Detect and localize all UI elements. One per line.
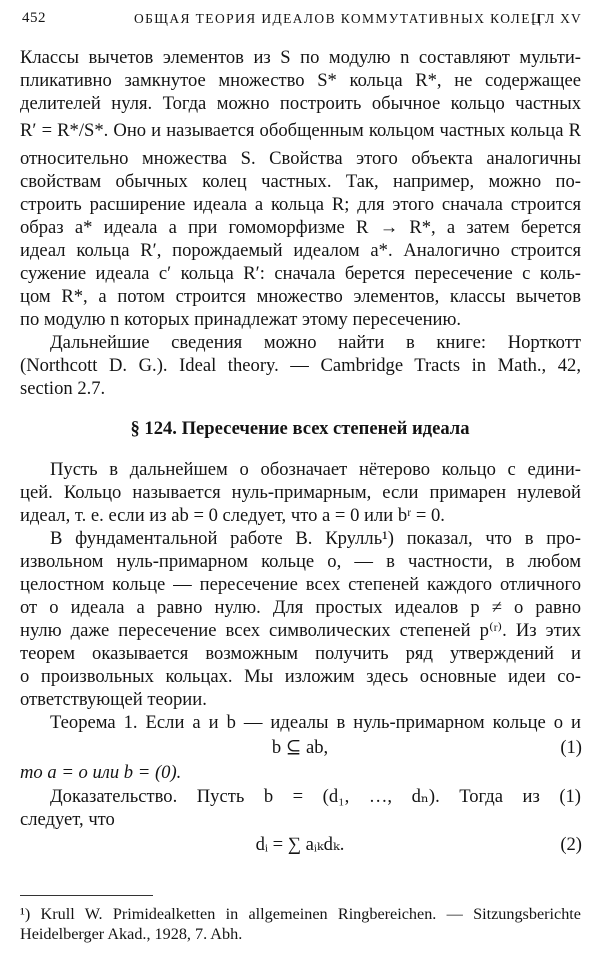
page-number: 452	[22, 10, 46, 26]
text-line: цей. Кольцо называется нуль-примарным, если примарен нулевой	[20, 482, 581, 503]
text-line: (Northcott D. G.). Ideal theory. — Cambridge Tracts in Math., 42,	[20, 355, 581, 376]
text-line: по модулю n которых принадлежат этому пересечению.	[20, 309, 462, 330]
text-line: строить расширение идеала a кольца R; для этого сначала строится	[20, 194, 581, 215]
theorem-line: то a = o или b = (0).	[20, 762, 182, 783]
footnote-line: Heidelberger Akad., 1928, 7. Abh.	[20, 925, 243, 943]
text-line: о произвольных кольцах. Мы изложим здесь основные идеи со-	[20, 666, 581, 687]
text-line: section 2.7.	[20, 378, 106, 399]
text-line: ответствующей теории.	[20, 689, 207, 710]
text-line: целостном кольце — пересечение всех степеней каждого отличного	[20, 574, 581, 595]
chapter-label: [ГЛ XV	[531, 11, 582, 26]
proof-line: следует, что	[20, 809, 115, 830]
text-line: образ a* идеала a при гомоморфизме R → R*, а затем берется	[20, 217, 581, 238]
equation: dᵢ = ∑ aᵢₖdₖ.	[255, 834, 345, 855]
text-line: Классы вычетов элементов из S по модулю n составляют мульти-	[20, 47, 581, 68]
footnote-line: ¹) Krull W. Primidealketten in allgemeinen Ringbereichen. — Sitzungsberichte	[20, 905, 581, 923]
text-line: В фундаментальной работе В. Крулль¹) показал, что в про-	[50, 528, 581, 549]
text-line: идеал кольца R′, порождаемый идеалом a*. Аналогично строится	[20, 240, 581, 261]
equation: b ⊆ ab,	[271, 737, 329, 758]
footnote-rule	[20, 895, 153, 896]
text-line: нулю даже пересечение всех символических степеней p⁽ʳ⁾. Из этих	[20, 620, 581, 641]
text-line: идеал, т. е. если из ab = 0 следует, что a = 0 или bʳ = 0.	[20, 505, 445, 526]
text-line: Дальнейшие сведения можно найти в книге: Норткотт	[50, 332, 581, 353]
text-line: от o идеала a равно нулю. Для простых идеалов p ≠ o равно	[20, 597, 581, 618]
text-line: сужение идеала c′ кольца R′: сначала берется пересечение с коль-	[20, 263, 581, 284]
running-title: ОБЩАЯ ТЕОРИЯ ИДЕАЛОВ КОММУТАТИВНЫХ КОЛЕЦ	[134, 11, 543, 26]
theorem-line: Теорема 1. Если a и b — идеалы в нуль-примарном кольце o и	[50, 712, 581, 733]
text-line: делителей нуля. Тогда можно построить обычное кольцо частных	[20, 93, 581, 114]
section-heading: § 124. Пересечение всех степеней идеала	[130, 418, 470, 439]
text-line: свойствам обычных колец частных. Так, например, можно по-	[20, 171, 581, 192]
text-line: теорем оказывается возможным получить ряд утверждений и	[20, 643, 581, 664]
running-header	[22, 10, 582, 32]
equation-number: (1)	[560, 737, 582, 758]
equation-number: (2)	[560, 834, 582, 855]
text-line: Пусть в дальнейшем o обозначает нётерово кольцо с едини-	[50, 459, 581, 480]
text-line: R′ = R*/S*. Оно и называется обобщенным кольцом частных кольца R	[20, 120, 581, 141]
text-line: извольном нуль-примарном кольце o, — в частности, в любом	[20, 551, 581, 572]
text-line: относительно множества S. Свойства этого объекта аналогичны	[20, 148, 581, 169]
text-line: пликативно замкнутое множество S* кольца R*, не содержащее	[20, 70, 581, 91]
proof-line: Доказательство. Пусть b = (d₁, …, dₙ). Тогда из (1)	[50, 786, 581, 807]
text-line: цом R*, а потом строится множество элементов, классы вычетов	[20, 286, 581, 307]
